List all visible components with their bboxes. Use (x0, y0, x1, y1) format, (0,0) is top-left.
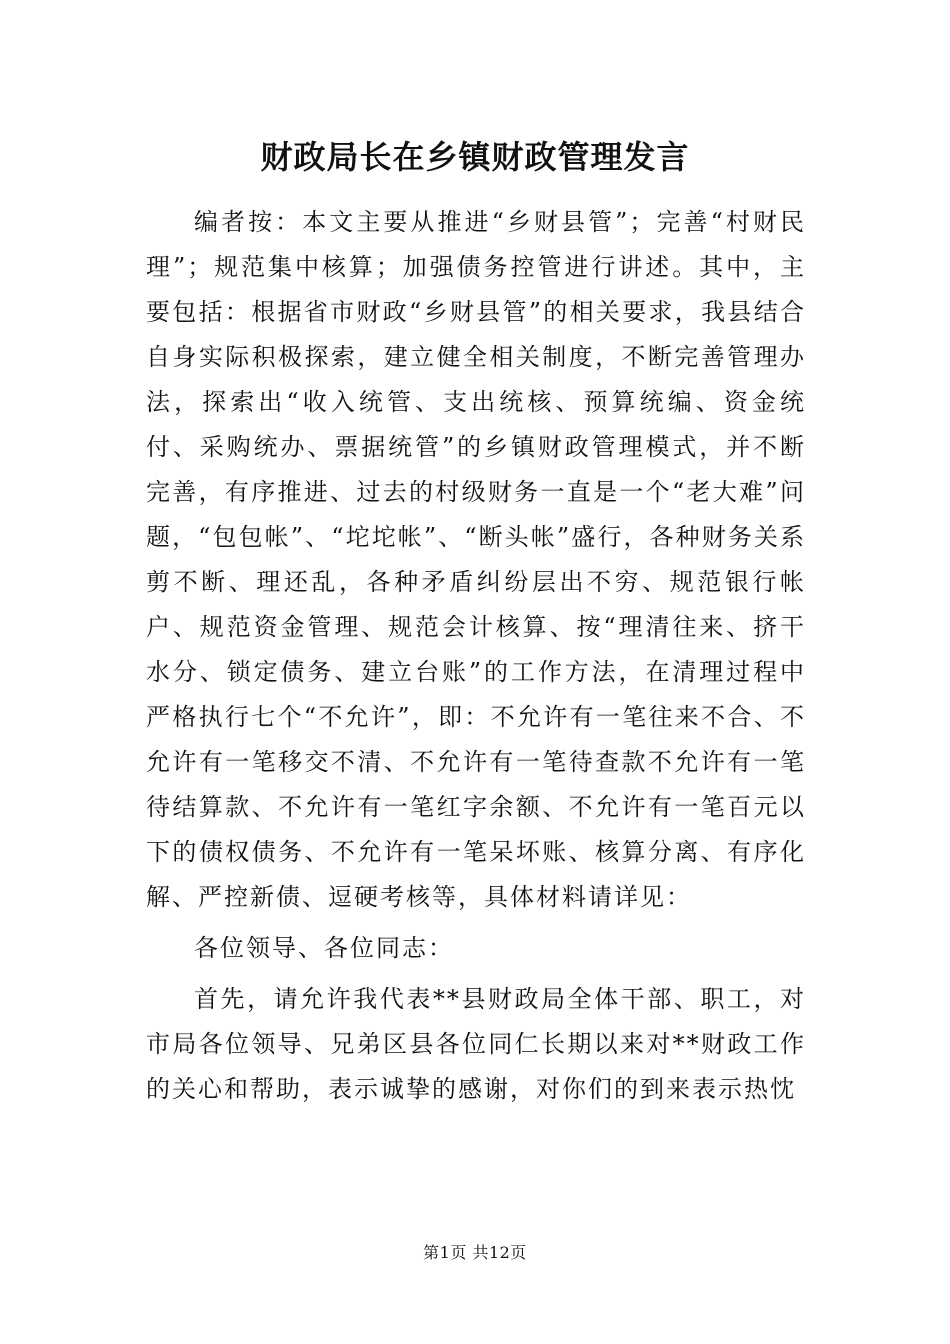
opening-paragraph: 首先，请允许我代表**县财政局全体干部、职工，对市局各位领导、兄弟区县各位同仁长期以来对**财政工作的关心和帮助，表示诚挚的感谢，对你们的到来表示热忱 (146, 985, 806, 1103)
document-title: 财政局长在乡镇财政管理发言 (260, 138, 690, 176)
editor-note-paragraph: 编者按：本文主要从推进“乡财县管”；完善“村财民理”；规范集中核算；加强债务控管进行讲述。其中，主要包括：根据省市财政“乡财县管”的相关要求，我县结合自身实际积极探索，建立健全相关制度，不断完善管理办法，探索出“收入统管、支出统核、预算统编、资金统付、采购统办、票据统管”的乡镇财政管理模式，并不断完善，有序推进、过去的村级财务一直是一个“老大难”问题，“包包帐”、“坨坨帐”、“断头帐”盛行，各种财务关系剪不断、理还乱，各种矛盾纠纷层出不穷、规范银行帐户、规范资金管理、规范会计核算、按“理清往来、挤干水分、锁定债务、建立台账”的工作方法，在清理过程中严格执行七个“不允许”，即：不允许有一笔往来不合、不允许有一笔移交不清、不允许有一笔待查款不允许有一笔待结算款、不允许有一笔红字余额、不允许有一笔百元以下的债权债务、不允许有一笔呆坏账、核算分离、有序化解、严控新债、逗硬考核等，具体材料请详见： (146, 208, 806, 911)
document-body (146, 200, 806, 1118)
salutation-paragraph: 各位领导、各位同志： (194, 934, 454, 962)
page-number-footer: 第1页 共12页 (423, 1243, 527, 1262)
